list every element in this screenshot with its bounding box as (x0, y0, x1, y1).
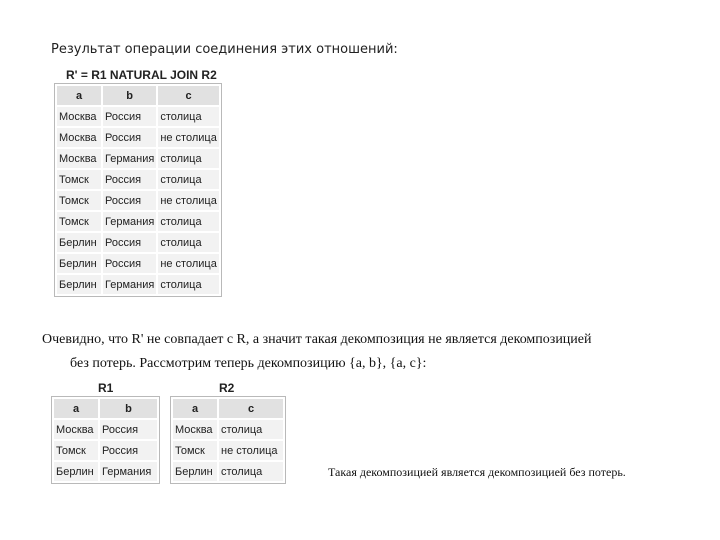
column-header: a (57, 86, 101, 105)
table-cell: Россия (103, 254, 156, 273)
table-row (173, 441, 283, 460)
table-row (54, 441, 157, 460)
section-heading: Результат операции соединения этих отношений: (51, 42, 398, 57)
join-table-caption: R' = R1 NATURAL JOIN R2 (66, 68, 217, 82)
paragraph-line-1: Очевидно, что R' не совпадает с R, а значит такая декомпозиция не является декомпозицией (42, 332, 592, 347)
table-cell: Россия (103, 233, 156, 252)
join-result-table (54, 83, 222, 297)
table-cell: Берлин (57, 233, 101, 252)
table-row (54, 462, 157, 481)
column-header: b (100, 399, 157, 418)
table-cell: Москва (57, 149, 101, 168)
column-header: c (219, 399, 283, 418)
table-cell: Германия (103, 212, 156, 231)
column-header: c (158, 86, 219, 105)
table-cell: не столица (158, 128, 219, 147)
table-cell: столица (158, 233, 219, 252)
table-cell: столица (158, 212, 219, 231)
table-cell: Томск (54, 441, 98, 460)
table-cell: Томск (57, 212, 101, 231)
r1-table-caption: R1 (98, 381, 114, 395)
table-cell: Москва (57, 128, 101, 147)
table-header-row (57, 86, 219, 105)
table-row (57, 254, 219, 273)
table-cell: столица (219, 462, 283, 481)
table-cell: столица (158, 275, 219, 294)
table-cell: Томск (173, 441, 217, 460)
table-header-row (54, 399, 157, 418)
r2-table (170, 396, 286, 484)
table-cell: столица (219, 420, 283, 439)
table-cell: Берлин (173, 462, 217, 481)
table-cell: не столица (158, 254, 219, 273)
conclusion-text: Такая декомпозицией является декомпозицией без потерь. (328, 465, 626, 479)
table-row (57, 149, 219, 168)
table-cell: Германия (100, 462, 157, 481)
r2-table-caption: R2 (219, 381, 235, 395)
table-header-row (173, 399, 283, 418)
table-cell: Москва (57, 107, 101, 126)
table-cell: Берлин (57, 254, 101, 273)
table-cell: столица (158, 107, 219, 126)
table-cell: Берлин (57, 275, 101, 294)
table-cell: Россия (103, 107, 156, 126)
table-cell: Германия (103, 275, 156, 294)
table-cell: Германия (103, 149, 156, 168)
table-row (173, 462, 283, 481)
table-row (173, 420, 283, 439)
table-row (54, 420, 157, 439)
r1-table (51, 396, 160, 484)
table-row (57, 191, 219, 210)
table-cell: не столица (158, 191, 219, 210)
table-cell: не столица (219, 441, 283, 460)
table-cell: Россия (103, 128, 156, 147)
table-cell: Россия (100, 441, 157, 460)
table-cell: Москва (54, 420, 98, 439)
table-row (57, 170, 219, 189)
column-header: a (173, 399, 217, 418)
table-row (57, 212, 219, 231)
paragraph-line-2: без потерь. Рассмотрим теперь декомпозицию {a, b}, {a, c}: (70, 356, 427, 371)
table-cell: столица (158, 149, 219, 168)
table-cell: Россия (100, 420, 157, 439)
column-header: b (103, 86, 156, 105)
table-cell: Россия (103, 170, 156, 189)
table-cell: Берлин (54, 462, 98, 481)
table-row (57, 233, 219, 252)
table-cell: Томск (57, 170, 101, 189)
table-cell: Москва (173, 420, 217, 439)
table-cell: столица (158, 170, 219, 189)
table-row (57, 275, 219, 294)
table-cell: Томск (57, 191, 101, 210)
column-header: a (54, 399, 98, 418)
table-row (57, 128, 219, 147)
table-row (57, 107, 219, 126)
table-cell: Россия (103, 191, 156, 210)
